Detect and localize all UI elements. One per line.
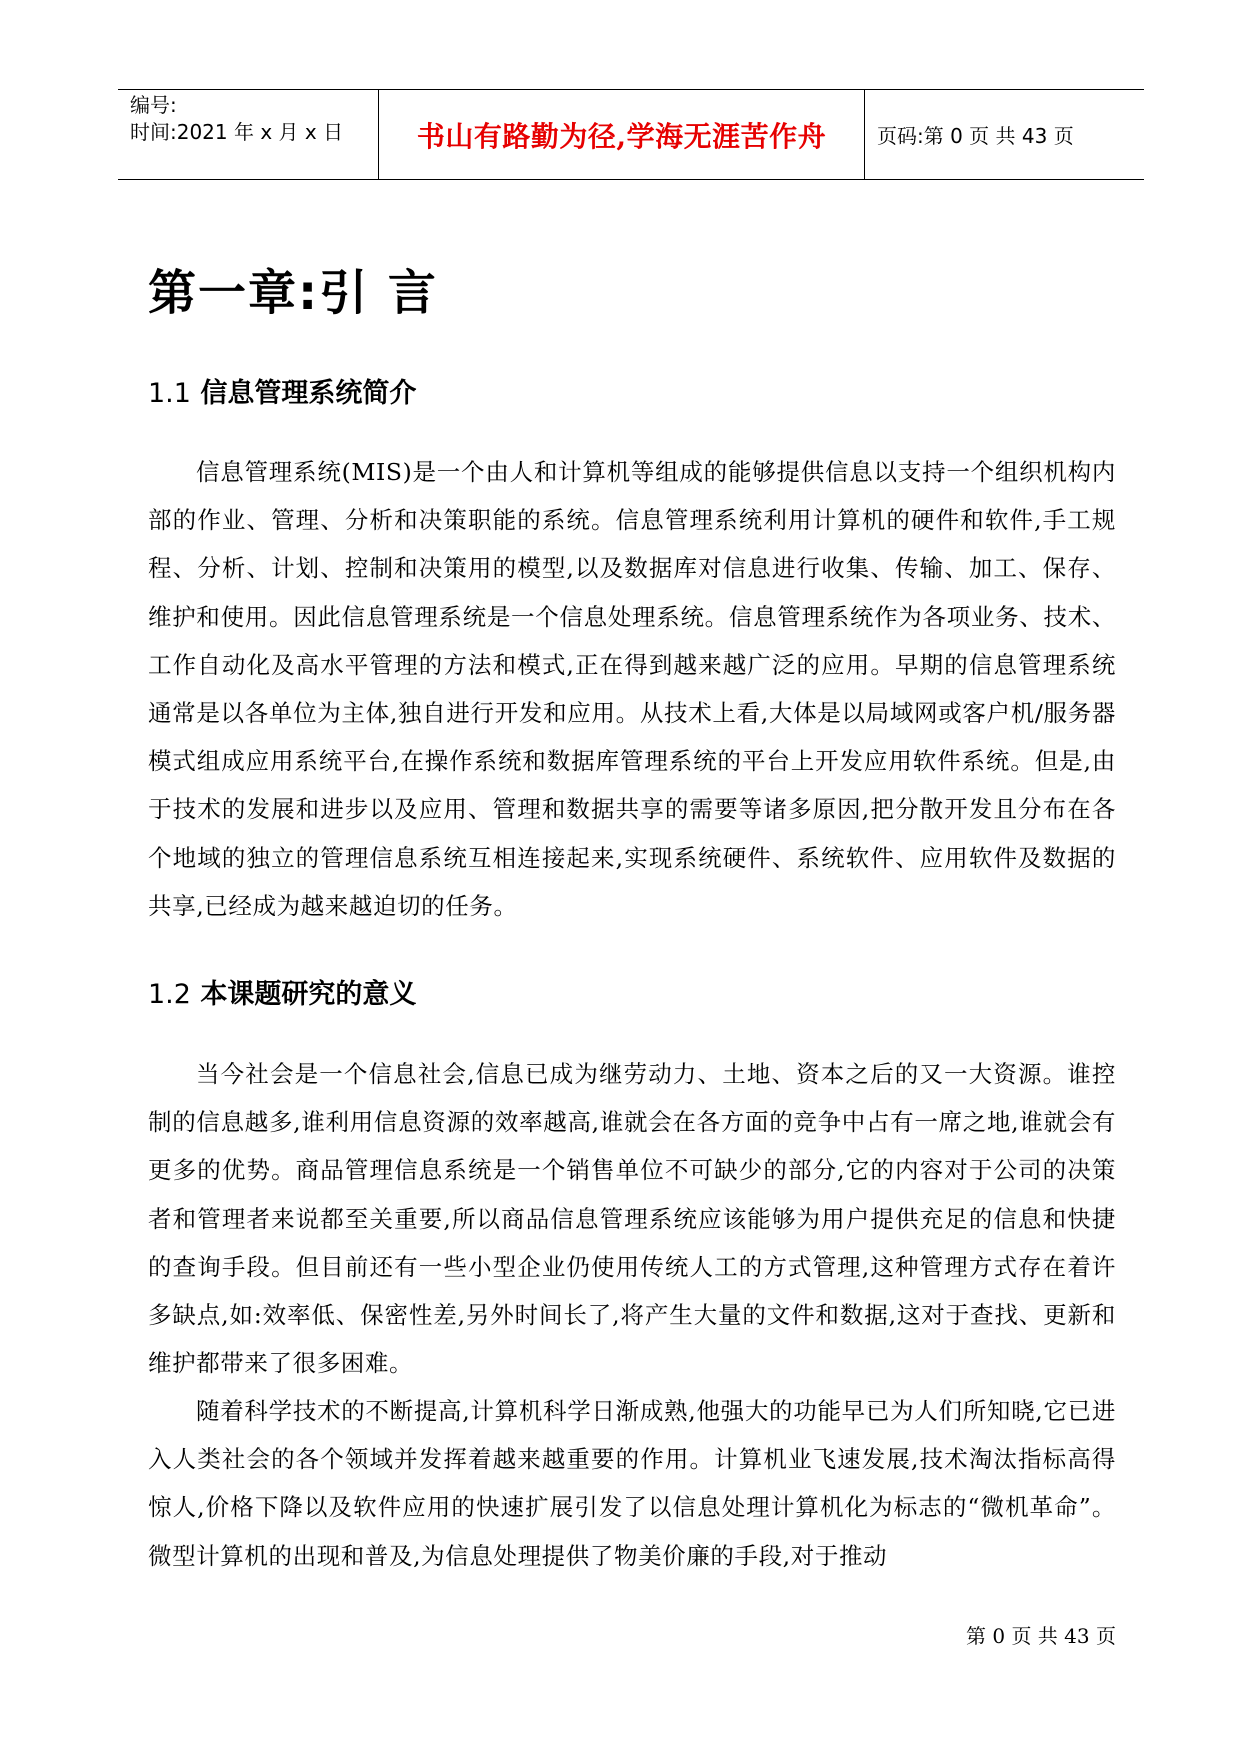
section-heading-1-2 xyxy=(148,972,416,1011)
section-title-text: 本课题研究的意义 xyxy=(200,979,417,1010)
header-motto: 书山有路勤为径,学海无涯苦作舟 xyxy=(379,90,865,179)
section-number: 1.1 xyxy=(148,378,191,409)
page-footer: 第 0 页 共 43 页 xyxy=(966,1624,1116,1648)
doc-time-label: 时间:2021 年 x 月 x 日 xyxy=(130,120,344,144)
doc-code-label: 编号: xyxy=(130,93,177,117)
section-title-text: 信息管理系统简介 xyxy=(200,378,417,409)
header-page-info: 页码:第 0 页 共 43 页 xyxy=(877,124,1074,148)
chapter-title: 第一章:引 言 xyxy=(148,265,438,321)
section-number: 1.2 xyxy=(148,979,191,1010)
header-meta xyxy=(118,90,379,179)
paragraph: 随着科学技术的不断提高,计算机科学日渐成熟,他强大的功能早已为人们所知晓,它已进入人类社会的各个领域并发挥着越来越重要的作用。计算机业飞速发展,技术淘汰指标高得惊人,价格下降以及软件应用的快速扩展引发了以信息处理计算机化为标志的“微机革命”。 微型计算机的出现和普及,为信息处理提供了物美价廉的手段,对于推动 xyxy=(148,1397,1116,1570)
page-header xyxy=(118,89,1144,180)
paragraph: 信息管理系统(MIS)是一个由人和计算机等组成的能够提供信息以支持一个组织机构内部的作业、管理、分析和决策职能的系统。信息管理系统利用计算机的硬件和软件,手工规程、分析、计划、控制和决策用的模型,以及数据库对信息进行收集、传输、加工、保存、维护和使用。因此信息管理系统是一个信息处理系统。信息管理系统作为各项业务、技术、工作自动化及高水平管理的方法和模式,正在得到越来越广泛的应用。早期的信息管理系统通常是以各单位为主体,独自进行开发和应用。从技术上看,大体是以局域网或客户机/服务器模式组成应用系统平台,在操作系统和数据库管理系统的平台上开发应用软件系统。但是,由于技术的发展和进步以及应用、管理和数据共享的需要等诸多原因,把分散开发且分布在各个地域的独立的管理信息系统互相连接起来,实现系统硬件、系统软件、应用软件及数据的共享,已经成为越来越迫切的任务。 xyxy=(148,458,1116,920)
paragraph: 当今社会是一个信息社会,信息已成为继劳动力、土地、资本之后的又一大资源。谁控制的信息越多,谁利用信息资源的效率越高,谁就会在各方面的竞争中占有一席之地,谁就会有更多的优势。商品管理信息系统是一个销售单位不可缺少的部分,它的内容对于公司的决策者和管理者来说都至关重要,所以商品信息管理系统应该能够为用户提供充足的信息和快捷的查询手段。但目前还有一些小型企业仍使用传统人工的方式管理,这种管理方式存在着许多缺点,如:效率低、保密性差,另外时间长了,将产生大量的文件和数据,这对于查找、更新和维护都带来了很多困难。 xyxy=(148,1060,1116,1378)
section-heading-1-1 xyxy=(148,371,416,410)
